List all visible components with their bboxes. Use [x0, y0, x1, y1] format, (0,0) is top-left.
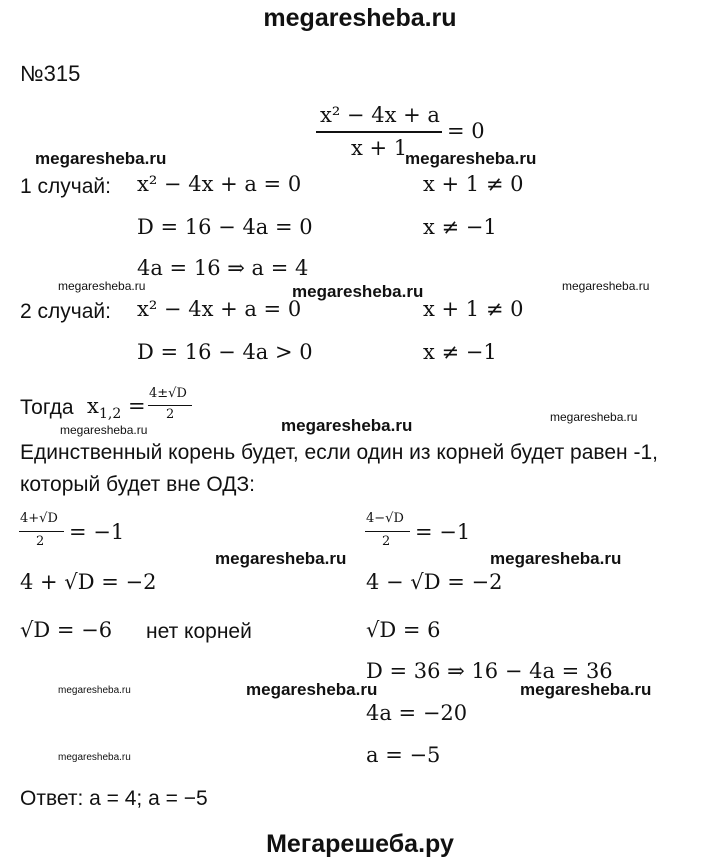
site-footer: Мегарешеба.ру [266, 830, 454, 858]
left-note: нет корней [146, 620, 252, 643]
right-line-4: D = 36 ⇒ 16 − 4a = 36 [366, 659, 613, 683]
right-line-2: 4 − √D = −2 [366, 570, 503, 594]
case-1-condition-2: x ≠ −1 [423, 215, 497, 239]
case-1-label: 1 случай: [20, 175, 111, 198]
watermark: megaresheba.ru [281, 416, 413, 435]
left-line-2: 4 + √D = −2 [20, 570, 157, 594]
watermark: megaresheba.ru [58, 279, 146, 293]
right-fraction-bar [365, 531, 410, 532]
watermark: megaresheba.ru [490, 549, 622, 568]
right-frac-rhs: = −1 [415, 520, 471, 544]
right-frac-numerator: 4−√D [366, 511, 404, 526]
statement-line-1: Единственный корень будет, если один из корней будет равен -1, [20, 441, 658, 464]
case-2-label: 2 случай: [20, 300, 111, 323]
equation-rhs: = 0 [447, 119, 485, 143]
case-2-line-2: D = 16 − 4a > 0 [137, 340, 313, 364]
left-line-3: √D = −6 [20, 618, 113, 642]
watermark: megaresheba.ru [58, 752, 131, 763]
left-frac-denominator: 2 [36, 534, 45, 549]
watermark: megaresheba.ru [562, 279, 650, 293]
right-line-6: a = −5 [366, 743, 441, 767]
left-fraction-bar [19, 531, 64, 532]
roots-denominator: 2 [166, 407, 175, 422]
case-2-line-1: x² − 4x + a = 0 [137, 297, 302, 321]
roots-lhs: x [87, 394, 99, 418]
watermark: megaresheba.ru [215, 549, 347, 568]
roots-eq: = [128, 394, 146, 418]
left-frac-rhs: = −1 [69, 520, 125, 544]
problem-number: №315 [20, 61, 81, 86]
right-line-3: √D = 6 [366, 618, 441, 642]
left-frac-numerator: 4+√D [20, 511, 58, 526]
right-frac-denominator: 2 [382, 534, 391, 549]
case-1-condition-1: x + 1 ≠ 0 [423, 172, 524, 196]
case-1-line-3: 4a = 16 ⇒ a = 4 [137, 256, 309, 280]
roots-fraction-bar [148, 405, 192, 406]
answer: Ответ: a = 4; a = −5 [20, 787, 208, 810]
watermark: megaresheba.ru [520, 680, 652, 699]
watermark: megaresheba.ru [35, 149, 167, 168]
equation-denominator: x + 1 [351, 136, 408, 160]
right-line-5: 4a = −20 [366, 701, 468, 725]
roots-prefix: Тогда [20, 396, 74, 419]
watermark: megaresheba.ru [58, 685, 131, 696]
site-header: megaresheba.ru [263, 4, 457, 32]
case-2-condition-2: x ≠ −1 [423, 340, 497, 364]
watermark: megaresheba.ru [405, 149, 537, 168]
equation-numerator: x² − 4x + a [320, 103, 440, 127]
case-1-line-1: x² − 4x + a = 0 [137, 172, 302, 196]
watermark: megaresheba.ru [292, 282, 424, 301]
watermark: megaresheba.ru [550, 410, 638, 424]
watermark: megaresheba.ru [60, 423, 148, 437]
roots-numerator: 4±√D [149, 386, 187, 401]
case-2-condition-1: x + 1 ≠ 0 [423, 297, 524, 321]
equation-fraction-bar [316, 131, 442, 133]
case-1-line-2: D = 16 − 4a = 0 [137, 215, 313, 239]
roots-subscript: 1,2 [99, 406, 122, 422]
statement-line-2: который будет вне ОДЗ: [20, 473, 255, 496]
watermark: megaresheba.ru [246, 680, 378, 699]
